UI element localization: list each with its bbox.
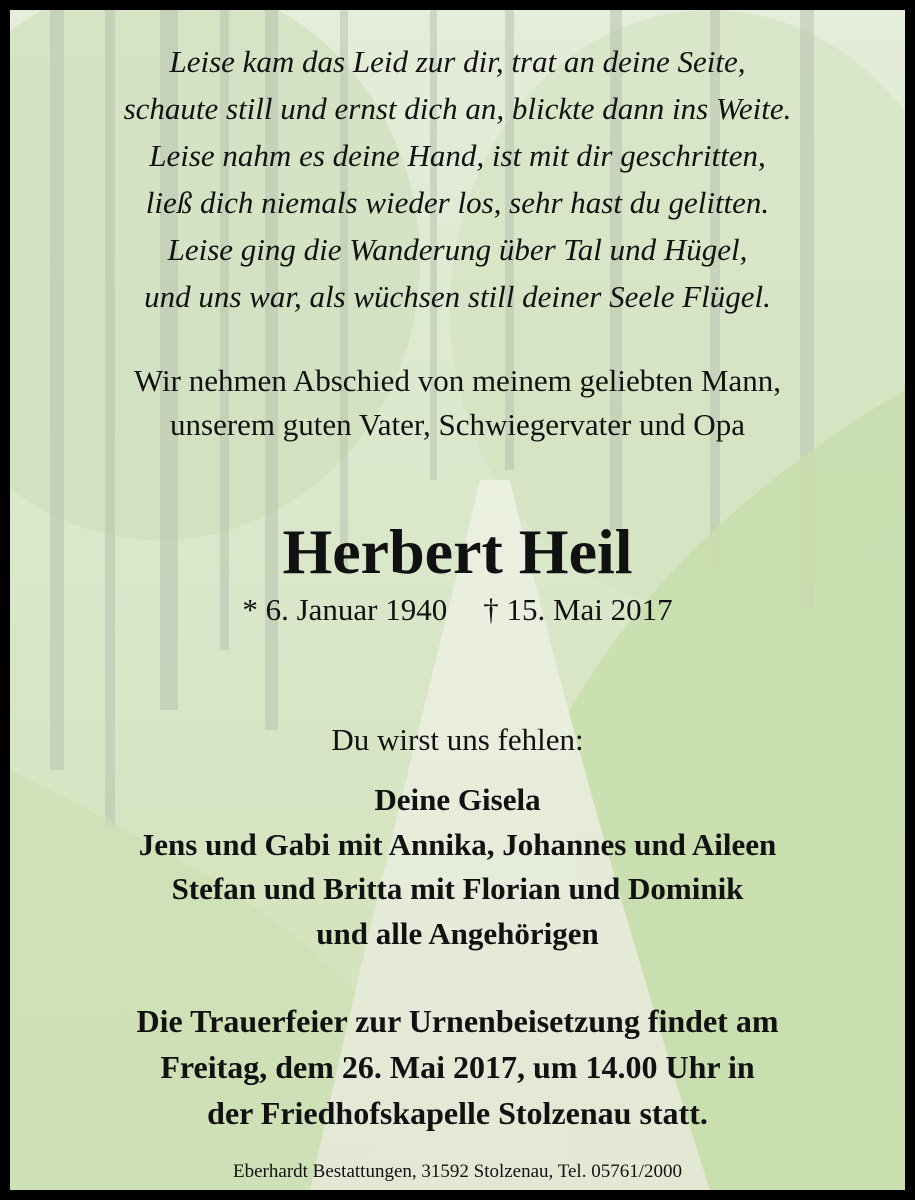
life-dates <box>10 588 905 632</box>
mourner-line: Jens und Gabi mit Annika, Johannes und Aileen <box>138 826 777 862</box>
mourner-line: und alle Angehörigen <box>316 915 599 951</box>
poem-line: Leise nahm es deine Hand, ist mit dir geschritten, <box>149 138 766 173</box>
service-line: Freitag, dem 26. Mai 2017, um 14.00 Uhr in <box>160 1049 755 1085</box>
mourner-line: Stefan und Britta mit Florian und Dominik <box>171 871 744 906</box>
farewell-intro <box>10 359 905 447</box>
deceased-name: Herbert Heil <box>282 516 633 587</box>
intro-line: Wir nehmen Abschied von meinem geliebten Mann, <box>133 363 781 398</box>
service-line: der Friedhofskapelle Stolzenau statt. <box>207 1095 708 1131</box>
poem-line: schaute still und ernst dich an, blickte dann ins Weite. <box>123 91 792 126</box>
obituary-notice <box>10 10 905 1190</box>
poem-line: und uns war, als wüchsen still deiner Seele Flügel. <box>144 279 771 314</box>
poem-line: ließ dich niemals wieder los, sehr hast du gelitten. <box>145 185 770 220</box>
poem-line: Leise ging die Wanderung über Tal und Hügel, <box>167 232 748 267</box>
mourners-list <box>10 778 905 956</box>
poem <box>10 38 905 320</box>
funeral-home-footer: Eberhardt Bestattungen, 31592 Stolzenau, Tel. 05761/2000 <box>233 1161 682 1182</box>
service-line: Die Trauerfeier zur Urnenbeisetzung findet am <box>136 1003 779 1039</box>
death-date: † 15. Mai 2017 <box>483 592 673 627</box>
mourner-line: Deine Gisela <box>374 782 541 817</box>
birth-date: * 6. Januar 1940 <box>242 592 448 627</box>
notice-content <box>10 10 905 1190</box>
funeral-service-info <box>10 998 905 1136</box>
intro-line: unserem guten Vater, Schwiegervater und Opa <box>170 407 745 442</box>
poem-line: Leise kam das Leid zur dir, trat an deine Seite, <box>169 44 746 79</box>
miss-text: Du wirst uns fehlen: <box>331 722 584 757</box>
